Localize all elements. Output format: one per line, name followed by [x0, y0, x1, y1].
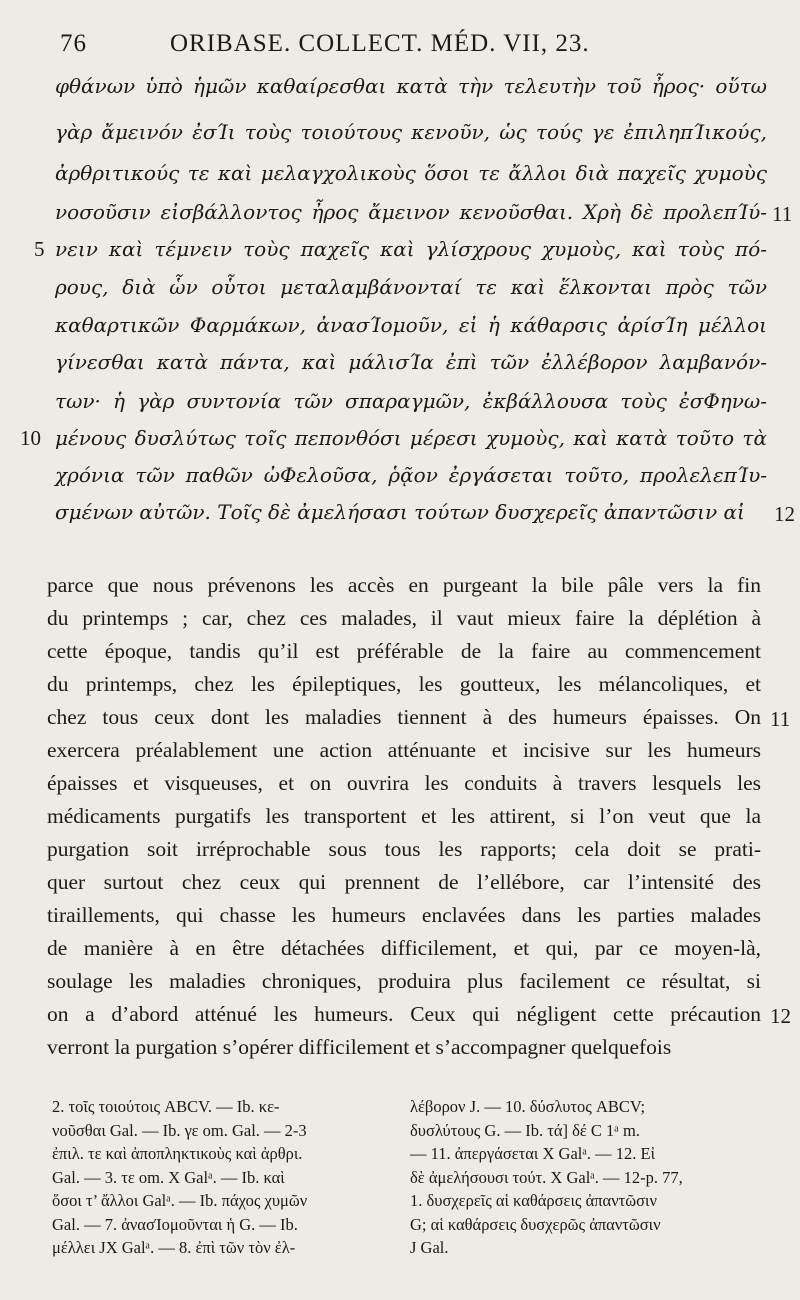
- footnote-line: — 11. ἀπεργάσεται X Galᵃ. — 12. Εἰ: [410, 1144, 656, 1163]
- footnote-line: 2. τοῖς τοιούτοις ABCV. — Ib. κε-: [52, 1097, 280, 1116]
- greek-line-number-10: 10: [20, 426, 41, 450]
- french-line: tiraillements, qui chasse les humeurs enclavées dans les parties malades: [47, 903, 761, 927]
- running-header: [60, 30, 660, 66]
- greek-line: των· ἡ γὰρ συντονία τῶν σπαραγμῶν, ἐκβάλλουσα τοὺς ἐσΦηνω-: [55, 389, 767, 413]
- french-line: parce que nous prévenons les accès en purgeant la bile pâle vers la fin: [47, 573, 761, 597]
- greek-line: χρόνια τῶν παθῶν ὠΦελοῦσα, ῥᾷον ἐργάσεται τοῦτο, προλελεπΊυ-: [55, 463, 767, 487]
- greek-line: νοσοῦσιν εἰσβάλλοντος ἦρος ἄμεινον κενοῦσθαι. Χρὴ δὲ προλεπΊύ-: [55, 200, 767, 224]
- footnote-line: μέλλει JX Galᵃ. — 8. ἐπὶ τῶν τὸν ἐλ-: [52, 1238, 296, 1257]
- french-line: chez tous ceux dont les maladies tiennent à des humeurs épaisses. On: [47, 705, 761, 729]
- french-line: du printemps, chez les épileptiques, les goutteux, les mélancoliques, et: [47, 672, 761, 696]
- greek-marginal-section-12: 12: [774, 502, 795, 526]
- french-line: exercera préalablement une action atténuante et incisive sur les humeurs: [47, 738, 761, 762]
- footnote-line: ὅσοι τ’ ἄλλοι Galᵃ. — Ib. πάχος χυμῶν: [52, 1191, 308, 1210]
- footnote-line: δὲ ἀμελήσουσι τούτ. X Galᵃ. — 12-p. 77,: [410, 1167, 683, 1187]
- footnotes-right-column: [410, 1095, 782, 1260]
- greek-line: μένους δυσλύτως τοῖς πεπονθόσι μέρεσι χυμοὺς, καὶ κατὰ τοῦτο τὰ: [55, 426, 767, 450]
- greek-line-number-5: 5: [34, 237, 45, 261]
- french-line: de manière à en être détachées difficilement, et qui, par ce moyen-là,: [47, 936, 761, 960]
- french-line: verront la purgation s’opérer difficilement et s’accompagner quelquefois: [47, 1035, 672, 1059]
- footnotes-left-column: [52, 1095, 392, 1260]
- footnote-line: G; αἱ καθάρσεις δυσχερῶς ἀπαντῶσιν: [410, 1214, 661, 1234]
- greek-line: ἀρθριτικούς τε καὶ μελαγχολικοὺς ὅσοι τε ἄλλοι διὰ παχεῖς χυμοὺς: [55, 161, 767, 185]
- running-title: ORIBASE. COLLECT. MÉD. VII, 23.: [170, 30, 590, 57]
- greek-line: σμένων αὐτῶν. Τοῖς δὲ ἀμελήσασι τούτων δυσχερεῖς ἀπαντῶσιν αἱ: [55, 500, 745, 524]
- footnote-line: δυσλύτους G. — Ib. τά] δέ C 1ᵃ m.: [410, 1120, 640, 1140]
- french-line: on a d’abord atténué les humeurs. Ceux qui négligent cette précaution: [47, 1002, 761, 1026]
- greek-line: φθάνων ὑπὸ ἡμῶν καθαίρεσθαι κατὰ τὴν τελευτὴν τοῦ ἦρος· οὕτω: [55, 74, 767, 98]
- french-marginal-section-12: 12: [770, 1004, 791, 1028]
- page-number: 76: [60, 30, 87, 57]
- french-line: cette époque, tandis qu’il est préférable de la faire au commencement: [47, 639, 761, 663]
- greek-line: ρους, διὰ ὧν οὗτοι μεταλαμβάνονταί τε καὶ ἕλκονται πρὸς τῶν: [55, 275, 767, 299]
- footnote-line: 1. δυσχερεῖς αἱ καθάρσεις ἀπαντῶσιν: [410, 1191, 657, 1210]
- greek-line: γίνεσθαι κατὰ πάντα, καὶ μάλισΊα ἐπὶ τῶν ἐλλέβορον λαμβανόν-: [55, 350, 767, 374]
- footnote-line: λέβορον J. — 10. δύσλυτος ABCV;: [410, 1097, 646, 1116]
- footnote-line: νοῦσθαι Gal. — Ib. γε om. Gal. — 2-3: [52, 1120, 307, 1140]
- french-line: épaisses et visqueuses, et on ouvrira les conduits à travers lesquels les: [47, 771, 761, 795]
- greek-line: νειν καὶ τέμνειν τοὺς παχεῖς καὶ γλίσχρους χυμοὺς, καὶ τοὺς πό-: [55, 237, 767, 261]
- french-line: purgation soit irréprochable sous tous les rapports; cela doit se prati-: [47, 837, 761, 861]
- french-marginal-section-11: 11: [770, 707, 791, 731]
- french-line: soulage les maladies chroniques, produira plus facilement ce résultat, si: [47, 969, 761, 993]
- french-line: du printemps ; car, chez ces malades, il vaut mieux faire la déplétion à: [47, 606, 761, 630]
- greek-line: γὰρ ἄμεινόν ἐσΊι τοὺς τοιούτους κενοῦν, ὡς τούς γε ἐπιληπΊικούς,: [55, 120, 767, 144]
- footnote-line: ἐπιλ. τε καὶ ἀποπληκτικοὺς καὶ ἀρθρι.: [52, 1144, 303, 1163]
- french-line: quer surtout chez ceux qui prennent de l’ellébore, car l’intensité des: [47, 870, 761, 894]
- footnote-line: J Gal.: [410, 1238, 449, 1257]
- footnote-line: Gal. — 3. τε om. X Galᵃ. — Ib. καὶ: [52, 1167, 285, 1187]
- footnote-line: Gal. — 7. ἀνασΊομοῦνται ἡ G. — Ib.: [52, 1214, 298, 1234]
- greek-line: καθαρτικῶν Φαρμάκων, ἀνασΊομοῦν, εἰ ἡ κάθαρσις ἀρίσΊη μέλλοι: [55, 313, 767, 337]
- french-line: médicaments purgatifs les transportent et les attirent, si l’on veut que la: [47, 804, 761, 828]
- greek-marginal-section-11: 11: [772, 202, 793, 226]
